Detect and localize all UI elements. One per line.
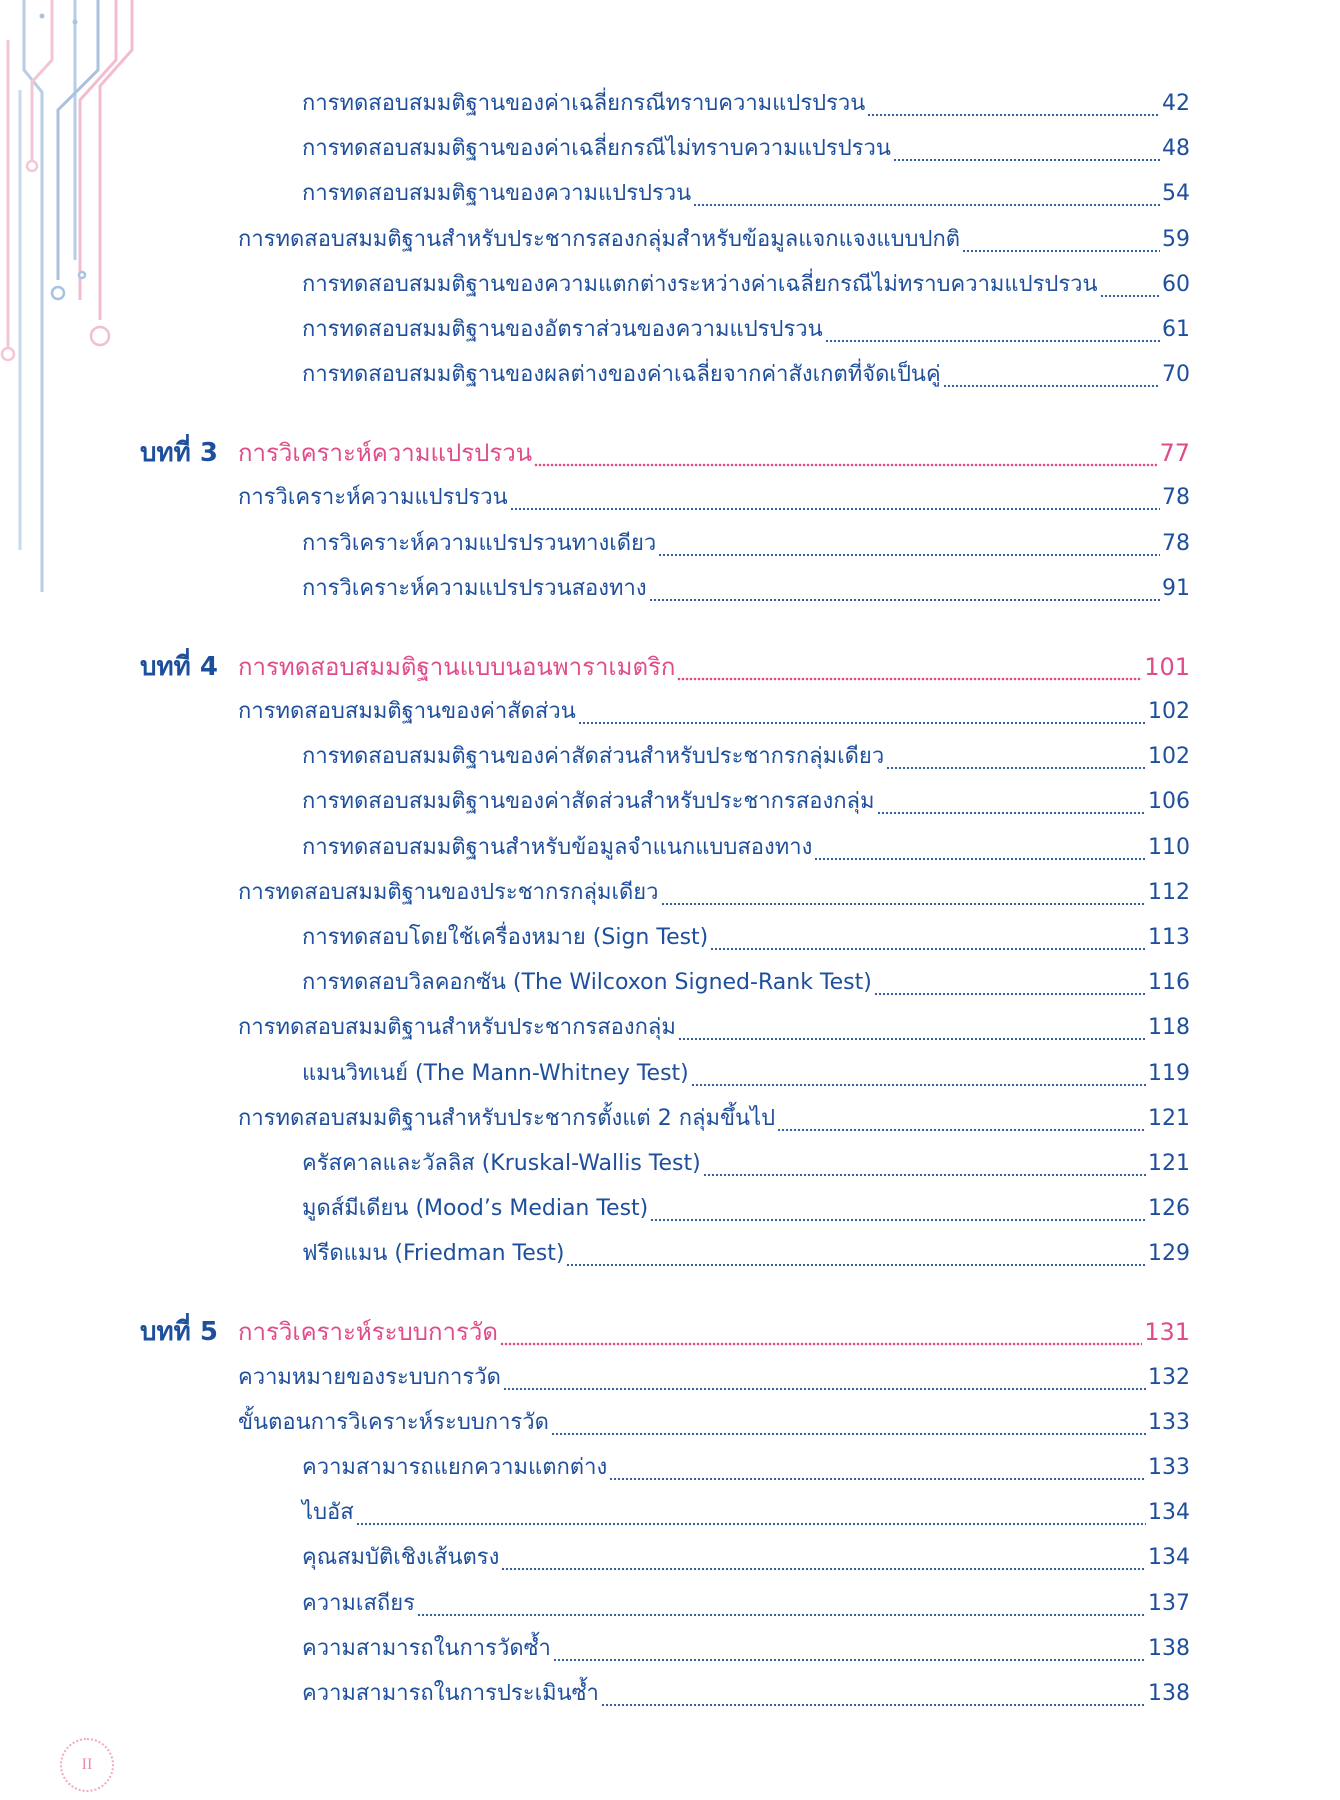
toc-entry[interactable] (238, 480, 1190, 516)
chapter-title: การทดสอบสมมติฐานแบบนอนพาราเมตริก (238, 652, 676, 681)
toc-entry[interactable] (302, 1146, 1190, 1182)
dot-leader (893, 131, 1160, 167)
dot-leader (867, 86, 1160, 122)
chapter-page: 131 (1144, 1318, 1190, 1347)
dot-leader (510, 480, 1160, 516)
toc-entry[interactable] (302, 1676, 1190, 1712)
toc-entry[interactable] (302, 739, 1190, 775)
dot-leader (578, 694, 1146, 730)
toc-entry-page: 110 (1148, 834, 1190, 860)
toc-entry[interactable] (302, 1191, 1190, 1227)
toc-entry-title: การทดสอบสมมติฐานสำหรับประชากรสองกลุ่ม (238, 1015, 676, 1041)
page-number-badge (60, 1738, 114, 1792)
toc-entry-page: 106 (1148, 789, 1190, 815)
dot-leader (534, 433, 1157, 473)
toc-entry[interactable] (302, 571, 1190, 607)
dot-leader (962, 222, 1160, 258)
dot-leader (677, 647, 1142, 687)
dot-leader (877, 784, 1146, 820)
dot-leader (874, 965, 1146, 1001)
toc-entry-page: 112 (1148, 879, 1190, 905)
dot-leader (503, 1360, 1146, 1396)
toc-entry[interactable] (238, 1405, 1190, 1441)
toc-entry[interactable] (302, 830, 1190, 866)
toc-entry-page: 129 (1148, 1241, 1190, 1267)
toc-entry-page: 48 (1162, 136, 1190, 162)
dot-leader (356, 1495, 1146, 1531)
toc-entry[interactable] (302, 920, 1190, 956)
toc-entry-title: การทดสอบสมมติฐานของค่าสัดส่วนสำหรับประชากรกลุ่มเดียว (302, 744, 885, 770)
toc-entry-page: 138 (1148, 1635, 1190, 1661)
chapter-label: บทที่ 4 (140, 651, 218, 682)
toc-entry-page: 102 (1148, 699, 1190, 724)
toc-entry[interactable] (238, 1010, 1190, 1046)
chapter-heading[interactable] (140, 1312, 1190, 1352)
toc-entry-page: 119 (1148, 1060, 1190, 1086)
toc-entry-title: การทดสอบสมมติฐานของค่าเฉลี่ยกรณีไม่ทราบความแปรปรวน (302, 136, 891, 162)
toc-entry-title: แมนวิทเนย์ (The Mann-Whitney Test) (302, 1060, 689, 1086)
toc-entry-page: 78 (1162, 530, 1190, 556)
toc-entry-page: 134 (1148, 1500, 1190, 1526)
toc-entry-title: ครัสคาลและวัลลิส (Kruskal-Wallis Test) (302, 1151, 701, 1176)
toc-entry[interactable] (238, 222, 1190, 258)
toc-entry-title: การทดสอบสมมติฐานของความแปรปรวน (302, 181, 692, 207)
dot-leader (693, 176, 1160, 212)
toc-entry-title: การทดสอบสมมติฐานของค่าสัดส่วน (238, 699, 576, 724)
toc-entry-title: การวิเคราะห์ความแปรปรวน (238, 485, 508, 511)
circuit-decoration (0, 0, 150, 620)
dot-leader (777, 1101, 1146, 1137)
toc-entry-title: การวิเคราะห์ความแปรปรวนสองทาง (302, 575, 647, 601)
toc-entry-title: การทดสอบสมมติฐานสำหรับข้อมูลจำแนกแบบสองทาง (302, 834, 813, 860)
toc-entry-page: 137 (1148, 1590, 1190, 1616)
toc-entry-title: การทดสอบวิลคอกซัน (The Wilcoxon Signed-Rank Test) (302, 970, 872, 996)
toc-entry[interactable] (238, 694, 1190, 730)
toc-entry-title: ความสามารถในการวัดซ้ำ (302, 1635, 551, 1661)
toc-entry[interactable] (302, 1236, 1190, 1272)
dot-leader (710, 920, 1146, 956)
toc-entry-page: 102 (1148, 744, 1190, 770)
dot-leader (886, 739, 1146, 775)
dot-leader (943, 357, 1160, 393)
toc-entry-title: การทดสอบสมมติฐานสำหรับประชากรตั้งแต่ 2 กลุ่มขึ้นไป (238, 1105, 776, 1131)
dot-leader (814, 830, 1146, 866)
toc-entry[interactable] (302, 1631, 1190, 1667)
chapter-label: บทที่ 5 (140, 1317, 218, 1348)
dot-leader (678, 1010, 1146, 1046)
toc-entry[interactable] (302, 131, 1190, 167)
dot-leader (551, 1405, 1146, 1441)
toc-entry-title: การทดสอบสมมติฐานของผลต่างของค่าเฉลี่ยจากค่าสังเกตที่จัดเป็นคู่ (302, 362, 941, 388)
toc-entry-page: 91 (1162, 575, 1190, 601)
toc-entry-page: 133 (1148, 1455, 1190, 1480)
toc-entry-page: 116 (1148, 970, 1190, 996)
toc-entry-page: 121 (1148, 1105, 1190, 1131)
toc-entry[interactable] (238, 1101, 1190, 1137)
chapter-title: การวิเคราะห์ระบบการวัด (238, 1318, 498, 1347)
toc-entry-title: การทดสอบสมมติฐานของความแตกต่างระหว่างค่าเฉลี่ยกรณีไม่ทราบความแปรปรวน (302, 271, 1098, 297)
toc-entry-title: ไบอัส (302, 1500, 354, 1526)
chapter-title: การวิเคราะห์ความแปรปรวน (238, 439, 533, 468)
toc-entry[interactable] (302, 357, 1190, 393)
toc-entry-title: ความสามารถในการประเมินซ้ำ (302, 1681, 599, 1706)
toc-entry[interactable] (302, 312, 1190, 348)
dot-leader (691, 1056, 1146, 1092)
chapter-page: 101 (1144, 652, 1190, 681)
toc-entry-page: 113 (1148, 925, 1190, 950)
dot-leader (703, 1146, 1146, 1182)
toc-entry[interactable] (302, 176, 1190, 212)
toc-entry-title: การทดสอบสมมติฐานของค่าสัดส่วนสำหรับประชากรสองกลุ่ม (302, 789, 875, 815)
toc-entry-page: 138 (1148, 1681, 1190, 1706)
toc-entry-title: การวิเคราะห์ความแปรปรวนทางเดียว (302, 530, 657, 556)
toc-entry-title: ความเสถียร (302, 1590, 415, 1616)
toc-entry[interactable] (302, 965, 1190, 1001)
dot-leader (566, 1236, 1146, 1272)
toc-entry-title: ความหมายของระบบการวัด (238, 1364, 501, 1390)
toc-entry-page: 134 (1148, 1545, 1190, 1571)
toc-entry-page: 70 (1162, 362, 1190, 388)
toc-entry[interactable] (238, 1360, 1190, 1396)
toc-entry[interactable] (302, 784, 1190, 820)
dot-leader (417, 1586, 1146, 1622)
toc-entry[interactable] (302, 1586, 1190, 1622)
toc-entry[interactable] (238, 875, 1190, 911)
toc-entry-title: การทดสอบสมมติฐานของอัตราส่วนของความแปรปรวน (302, 317, 823, 342)
dot-leader (649, 571, 1160, 607)
dot-leader (601, 1676, 1146, 1712)
toc-entry-page: 61 (1162, 317, 1190, 342)
toc-entry[interactable] (302, 267, 1190, 303)
toc-entry-title: การทดสอบสมมติฐานของค่าเฉลี่ยกรณีทราบความแปรปรวน (302, 91, 866, 116)
dot-leader (650, 1191, 1146, 1227)
toc-entry-page: 60 (1162, 271, 1190, 297)
dot-leader (661, 875, 1146, 911)
chapter-page: 77 (1159, 439, 1190, 468)
page-number: II (81, 1756, 93, 1773)
toc-entry-page: 42 (1162, 91, 1190, 116)
toc-entry-page: 132 (1148, 1364, 1190, 1390)
toc-entry[interactable] (302, 1056, 1190, 1092)
dot-leader (500, 1312, 1142, 1352)
toc-entry[interactable] (302, 86, 1190, 122)
dot-leader (609, 1450, 1146, 1486)
toc-entry-page: 133 (1148, 1409, 1190, 1435)
dot-leader (501, 1540, 1146, 1576)
dot-leader (825, 312, 1160, 348)
toc-entry-page: 121 (1148, 1151, 1190, 1176)
toc-entry-title: ฟรีดแมน (Friedman Test) (302, 1241, 565, 1267)
toc-entry-title: ขั้นตอนการวิเคราะห์ระบบการวัด (238, 1409, 549, 1435)
toc-entry[interactable] (302, 526, 1190, 562)
toc-entry-title: มูดส์มีเดียน (Mood’s Median Test) (302, 1196, 649, 1222)
toc-entry-title: การทดสอบสมมติฐานของประชากรกลุ่มเดียว (238, 879, 659, 905)
toc-entry[interactable] (302, 1450, 1190, 1486)
toc-entry[interactable] (302, 1495, 1190, 1531)
toc-entry-page: 59 (1162, 226, 1190, 252)
toc-entry-title: คุณสมบัติเชิงเส้นตรง (302, 1545, 500, 1571)
toc-entry-title: การทดสอบสมมติฐานสำหรับประชากรสองกลุ่มสำหรับข้อมูลแจกแจงแบบปกติ (238, 226, 961, 252)
toc-entry-title: การทดสอบโดยใช้เครื่องหมาย (Sign Test) (302, 925, 709, 950)
dot-leader (553, 1631, 1146, 1667)
toc-entry-title: ความสามารถแยกความแตกต่าง (302, 1455, 608, 1480)
toc-entry[interactable] (302, 1540, 1190, 1576)
toc-entry-page: 126 (1148, 1196, 1190, 1222)
toc-entry-page: 54 (1162, 181, 1190, 207)
dot-leader (658, 526, 1160, 562)
toc-entry-page: 118 (1148, 1015, 1190, 1041)
dot-leader (1100, 267, 1160, 303)
chapter-label: บทที่ 3 (140, 438, 218, 469)
chapter-heading[interactable] (140, 647, 1190, 687)
chapter-heading[interactable] (140, 433, 1190, 473)
toc-entry-page: 78 (1162, 485, 1190, 511)
